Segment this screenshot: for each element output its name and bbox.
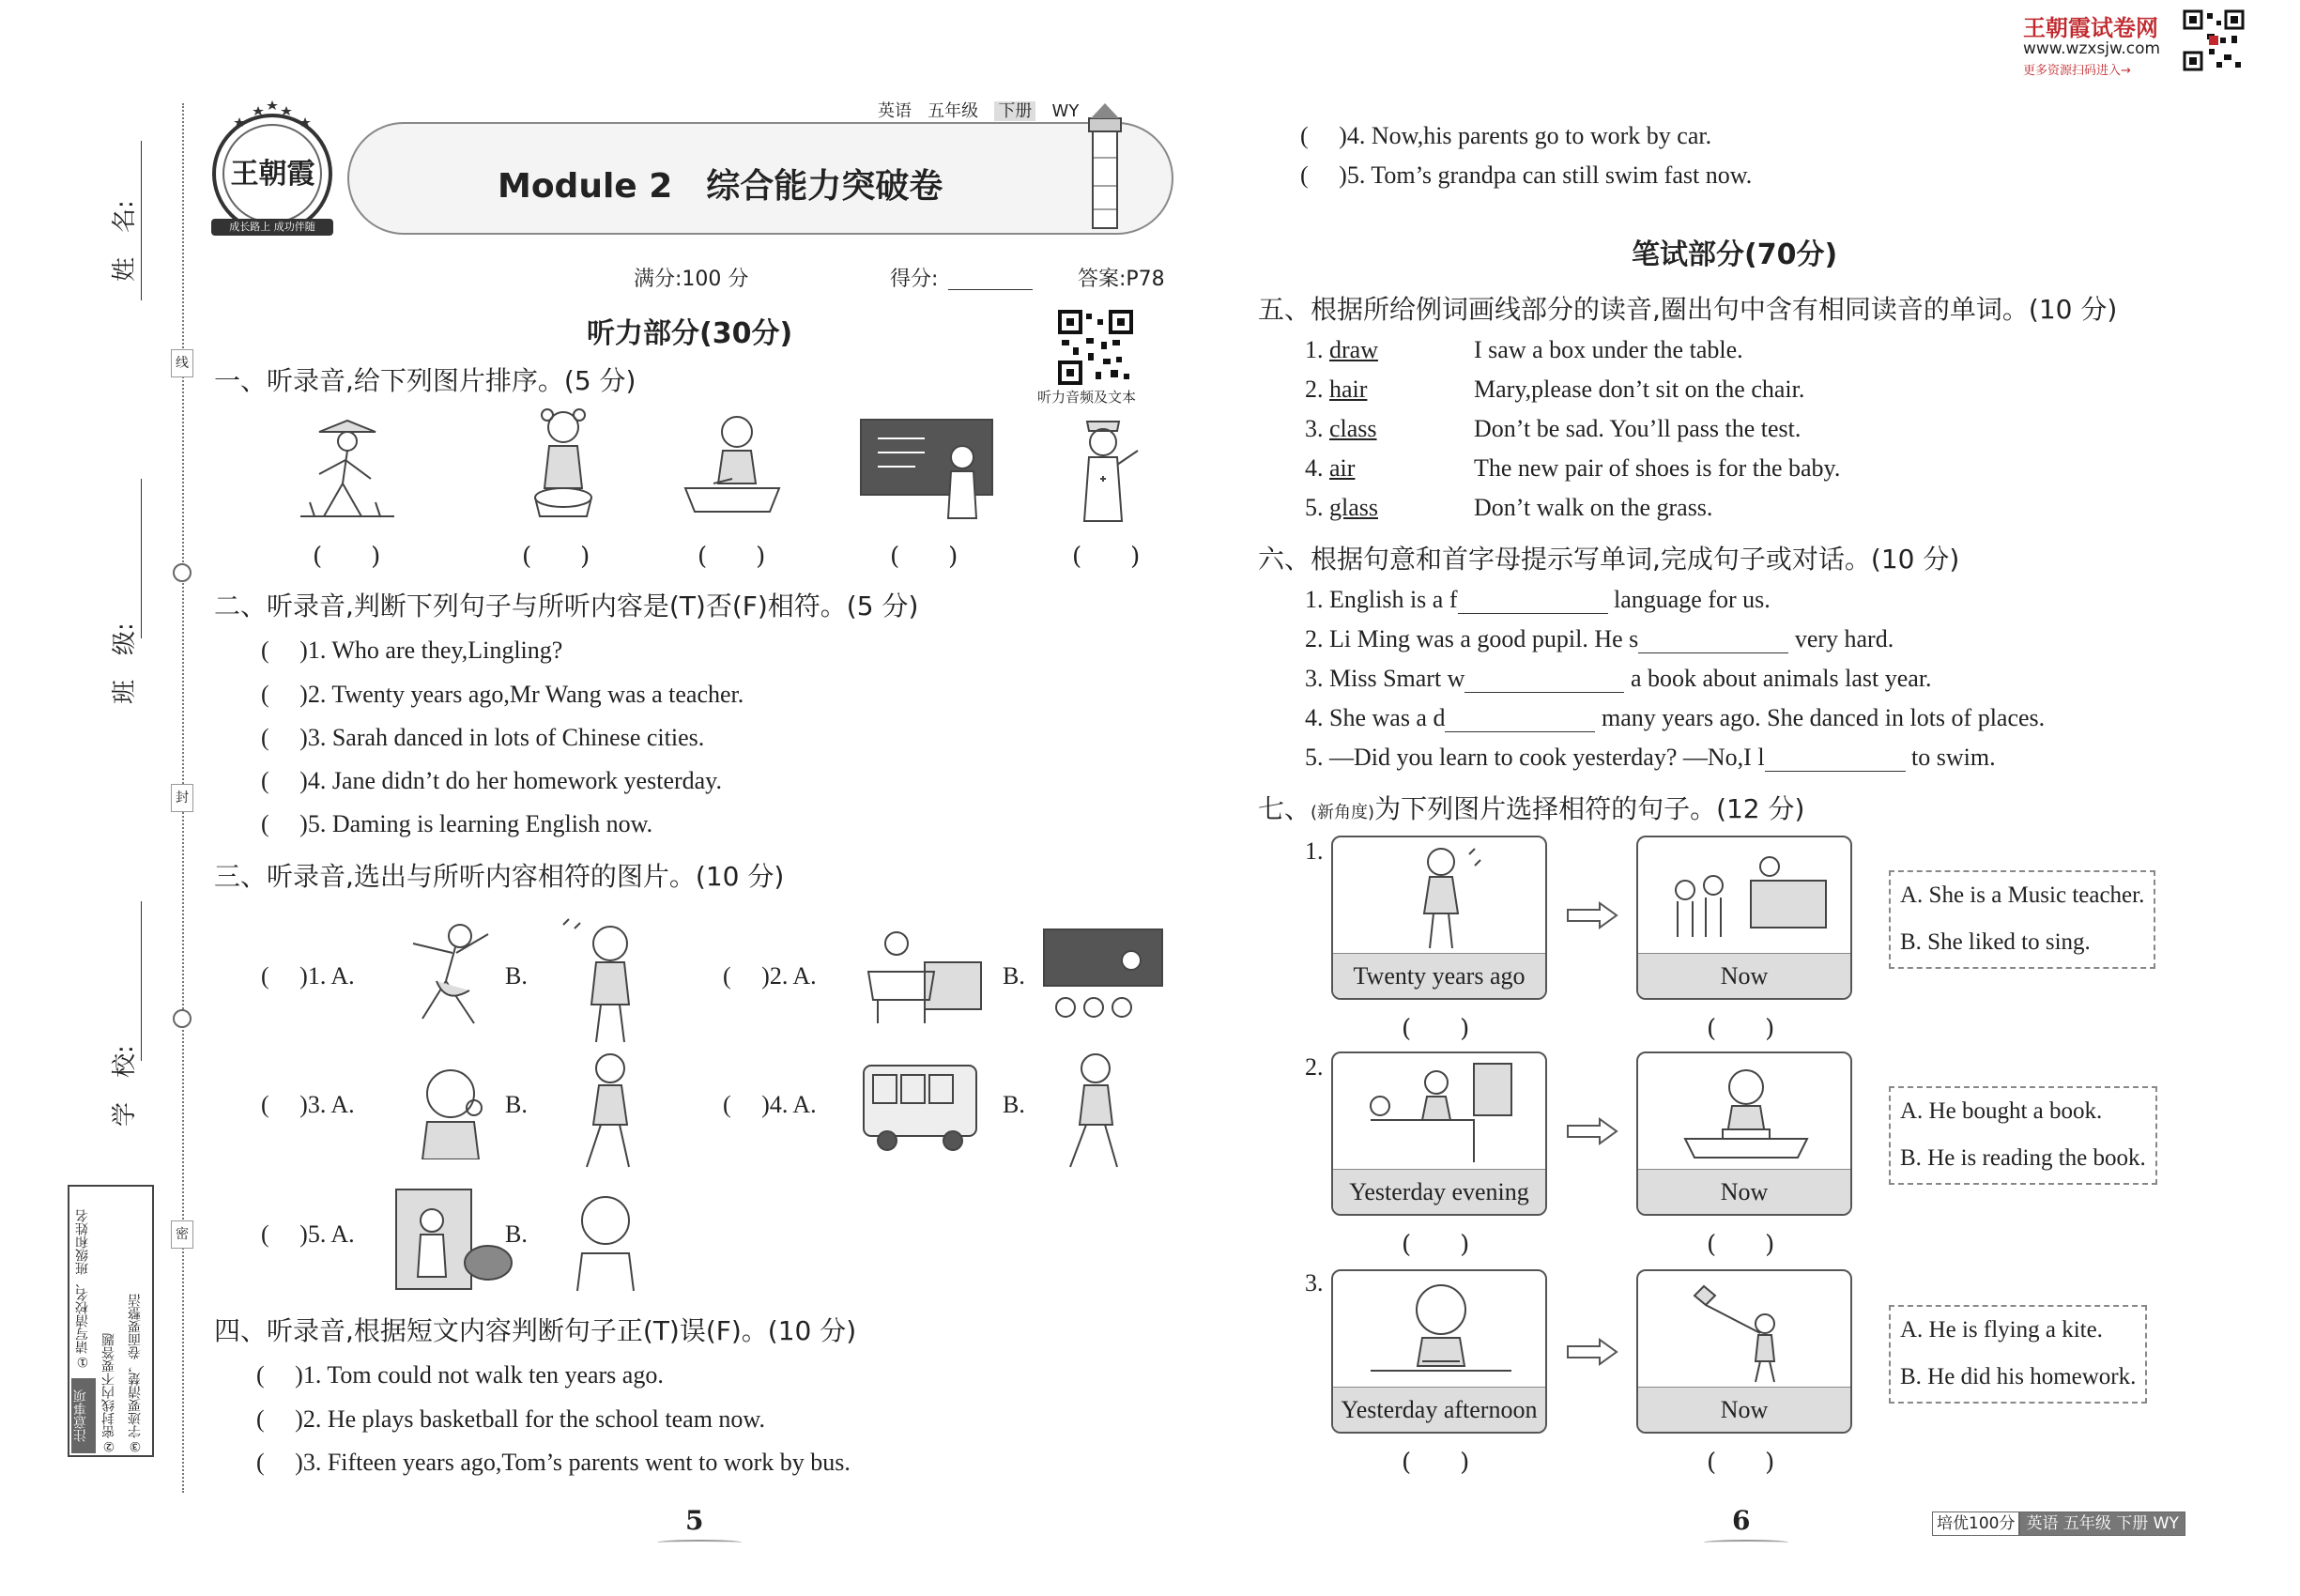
q1-answer-5[interactable]: ( ) (1072, 543, 1141, 571)
page-left-ornament (657, 1540, 742, 1545)
nurse-icon (1051, 408, 1155, 526)
qr-code-listening-icon[interactable] (1058, 310, 1133, 385)
q3-item-3[interactable]: ( )3. A. (261, 1091, 355, 1118)
qr-caption: 听力音频及文本 (1037, 389, 1137, 406)
q1-heading: 一、听录音,给下列图片排序。(5 分) (214, 365, 636, 396)
q7-caption-2-now: Now (1638, 1169, 1850, 1214)
q5-sentence-5[interactable]: Don’t walk on the grass. (1474, 494, 1713, 521)
logo-badge (202, 99, 343, 239)
page-number-left: 5 (685, 1505, 704, 1536)
q4-heading: 四、听录音,根据短文内容判断句子正(T)误(F)。(10 分) (214, 1315, 857, 1346)
boy-eating-icon (399, 1056, 502, 1159)
notice-item-1: ①请写清校名、班级和姓名 (75, 1209, 90, 1369)
line-mark-2: 封 (171, 784, 193, 812)
q2-heading: 二、听录音,判断下列句子与所听内容是(T)否(F)相符。(5 分) (214, 591, 919, 622)
q7-picture-2-now (1636, 1051, 1852, 1216)
q5-item-4[interactable]: 4. air (1305, 454, 1356, 482)
q5-item-5[interactable]: 5. glass (1305, 494, 1378, 521)
logo-text: 王朝霞 (230, 158, 315, 191)
singer-icon (554, 915, 657, 1047)
answer-reference: 答案:P78 (1078, 268, 1165, 291)
q6-blank-1[interactable] (1458, 590, 1608, 614)
brand-block[interactable] (2023, 8, 2248, 83)
music-class-icon (1657, 843, 1835, 951)
q7-answer-1-now[interactable]: ( ) (1707, 1015, 1775, 1043)
listening-section-title: 听力部分(30分) (587, 317, 793, 350)
hole-2 (173, 1009, 192, 1028)
farmer-icon (291, 413, 404, 526)
boy-kite-icon (1685, 1277, 1807, 1385)
school-label: 学 校: (111, 1045, 139, 1127)
name-label: 姓 名: (111, 200, 139, 282)
q2-item-3[interactable]: ( )3. Sarah danced in lots of Chinese cities. (261, 724, 705, 751)
grade-tag: 五年级 (928, 101, 979, 121)
q3-item-1[interactable]: ( )1. A. (261, 962, 355, 990)
page-right-ornament (1704, 1540, 1788, 1545)
q3-item-1-b[interactable]: B. (505, 962, 528, 990)
q5-heading: 五、根据所给例词画线部分的读音,圈出句中含有相同读音的单词。(10 分) (1258, 294, 2118, 325)
brand-qr-icon[interactable] (2183, 9, 2245, 71)
q7-caption-1-now: Now (1638, 953, 1850, 998)
q6-item-3: 3. Miss Smart w a book about animals last year. (1305, 665, 1932, 692)
q2-item-4[interactable]: ( )4. Jane didn’t do her homework yesterday. (261, 767, 722, 794)
q7-picture-2-past (1331, 1051, 1547, 1216)
boy-portrait-icon (563, 1188, 648, 1291)
lighthouse-icon (1080, 101, 1131, 233)
hole-1 (173, 563, 192, 582)
q7-options-2 (1889, 1086, 2157, 1185)
line-mark-3: 密 (171, 1220, 193, 1249)
page-title: Module 2 综合能力突破卷 (498, 167, 943, 206)
volume-tag: 下册 (994, 101, 1035, 121)
q5-item-3[interactable]: 3. class (1305, 415, 1377, 442)
q6-heading: 六、根据句意和首字母提示写单词,完成句子或对话。(10 分) (1258, 544, 1960, 575)
classroom-icon (1042, 928, 1164, 1026)
q7-picture-1-past (1331, 836, 1547, 1000)
teacher-desk-icon (859, 925, 990, 1028)
arrow-right-icon (1566, 901, 1618, 933)
q7-heading: 七、(新角度)为下列图片选择相符的句子。(12 分) (1258, 793, 1805, 824)
brand-site: 王朝霞试卷网 (2023, 15, 2158, 41)
footer-tags: 英语 五年级 下册 WY (2019, 1512, 2185, 1536)
q1-answer-1[interactable]: ( ) (313, 543, 381, 571)
full-score: 满分:100 分 (634, 268, 749, 291)
score-label: 得分: (890, 268, 939, 291)
brand-url: www.wzxsjw.com (2023, 39, 2161, 58)
q1-answer-4[interactable]: ( ) (890, 543, 958, 571)
boy-walking-icon (554, 1050, 657, 1172)
line-mark-1: 线 (171, 349, 193, 377)
q1-answer-2[interactable]: ( ) (522, 543, 590, 571)
q7-picture-1-now (1636, 836, 1852, 1000)
q7-caption-3-now: Now (1638, 1387, 1850, 1432)
bus-icon (859, 1056, 981, 1155)
q5-sentence-4[interactable]: The new pair of shoes is for the baby. (1474, 454, 1841, 482)
q4-item-1[interactable]: ( )1. Tom could not walk ten years ago. (256, 1361, 664, 1389)
q6-blank-4[interactable] (1445, 708, 1595, 732)
arrow-right-icon (1566, 1117, 1618, 1149)
arrow-right-icon (1566, 1338, 1618, 1370)
name-line[interactable] (141, 141, 142, 300)
notice-item-3: ③字迹要清楚，卷面要整洁 (128, 1294, 143, 1453)
q7-answer-3-past[interactable]: ( ) (1402, 1449, 1470, 1477)
q2-item-2[interactable]: ( )2. Twenty years ago,Mr Wang was a teacher. (261, 681, 744, 708)
writing-section-title: 笔试部分(70分) (1632, 238, 1838, 271)
q3-item-5[interactable]: ( )5. A. (261, 1220, 355, 1248)
q3-item-3-b[interactable]: B. (505, 1091, 528, 1118)
q4-item-5[interactable]: ( )5. Tom’s grandpa can still swim fast now. (1300, 161, 1753, 189)
q3-item-2-b[interactable]: B. (1003, 962, 1025, 990)
q7-num-1: 1. (1305, 837, 1324, 865)
notice-box (68, 1185, 154, 1457)
q1-answer-3[interactable]: ( ) (698, 543, 766, 571)
q5-item-1[interactable]: 1. draw (1305, 336, 1378, 363)
bookshop-icon (1361, 1059, 1521, 1167)
q4-item-2[interactable]: ( )2. He plays basketball for the school team now. (256, 1405, 766, 1433)
q7-caption-1-past: Twenty years ago (1333, 953, 1545, 998)
q3-item-5-b[interactable]: B. (505, 1220, 528, 1248)
q3-item-2[interactable]: ( )2. A. (723, 962, 817, 990)
footer-series: 培优100分 (1932, 1512, 2019, 1536)
subject-tag: 英语 (878, 101, 912, 121)
q7-answer-2-now[interactable]: ( ) (1707, 1231, 1775, 1259)
q6-blank-2[interactable] (1638, 629, 1788, 653)
q7-option-1-a[interactable]: A. She is a Music teacher. (1900, 882, 2145, 908)
q6-item-4: 4. She was a d many years ago. She danced in lots of places. (1305, 704, 2046, 731)
footer-series-badge (1932, 1512, 2185, 1536)
q3-item-4-b[interactable]: B. (1003, 1091, 1025, 1118)
score-input[interactable] (948, 289, 1033, 290)
q5-sentence-2[interactable]: Mary,please don’t sit on the chair. (1474, 376, 1805, 403)
girl-cooking-icon (512, 404, 615, 526)
edition-tag: WY (1051, 101, 1080, 121)
dancer-icon (394, 915, 502, 1033)
boy-reading-icon (1676, 1059, 1817, 1167)
class-label: 班 级: (111, 622, 139, 704)
new-angle-tag: (新角度) (1311, 803, 1375, 822)
q7-num-2: 2. (1305, 1053, 1324, 1081)
q7-answer-2-past[interactable]: ( ) (1402, 1231, 1470, 1259)
q6-item-5: 5. —Did you learn to cook yesterday? —No,I l to swim. (1305, 744, 1996, 771)
logo-slogan: 成长路上 成功伴随 (229, 221, 315, 233)
subject-tags (878, 98, 1079, 122)
q2-item-5[interactable]: ( )5. Daming is learning English now. (261, 810, 653, 837)
q7-option-2-b[interactable]: B. He is reading the book. (1900, 1145, 2146, 1171)
q6-blank-5[interactable] (1765, 747, 1906, 772)
q3-item-4[interactable]: ( )4. A. (723, 1091, 817, 1118)
q7-option-3-a[interactable]: A. He is flying a kite. (1900, 1317, 2103, 1343)
boy-writing-icon (676, 408, 789, 521)
notice-title: 注意事项 (71, 1378, 96, 1453)
notice-item-2: ②密封线内不要答题 (101, 1333, 116, 1453)
q7-option-2-a[interactable]: A. He bought a book. (1900, 1098, 2103, 1124)
q5-item-2[interactable]: 2. hair (1305, 376, 1368, 403)
q7-num-3: 3. (1305, 1269, 1324, 1297)
class-line[interactable] (141, 479, 142, 638)
q2-item-1[interactable]: ( )1. Who are they,Lingling? (261, 637, 563, 664)
q7-picture-3-now (1636, 1269, 1852, 1434)
q6-item-1: 1. English is a f language for us. (1305, 586, 1771, 613)
q4-item-3[interactable]: ( )3. Fifteen years ago,Tom’s parents went to work by bus. (256, 1449, 851, 1476)
teacher-blackboard-icon (859, 415, 1000, 523)
boy-homework-icon (1366, 1277, 1516, 1385)
q3-heading: 三、听录音,选出与所听内容相符的图片。(10 分) (214, 861, 785, 892)
q7-caption-3-past: Yesterday afternoon (1333, 1387, 1545, 1432)
q7-picture-3-past (1331, 1269, 1547, 1434)
q7-option-3-b[interactable]: B. He did his homework. (1900, 1364, 2137, 1389)
woman-phone-icon (394, 1188, 516, 1291)
q5-sentence-1[interactable]: I saw a box under the table. (1474, 336, 1743, 363)
brand-note: 更多资源扫码进入→ (2023, 64, 2131, 78)
binding-strip (0, 0, 188, 1596)
q7-options-3 (1889, 1305, 2147, 1404)
q7-options-1 (1889, 870, 2155, 969)
q7-caption-2-past: Yesterday evening (1333, 1169, 1545, 1214)
girl-singing-icon (1394, 843, 1488, 951)
boy-running-icon (1056, 1050, 1131, 1172)
q5-sentence-3[interactable]: Don’t be sad. You’ll pass the test. (1474, 415, 1802, 442)
q4-item-4[interactable]: ( )4. Now,his parents go to work by car. (1300, 122, 1712, 149)
page-number-right: 6 (1732, 1505, 1751, 1536)
school-line[interactable] (141, 901, 142, 1061)
q7-answer-3-now[interactable]: ( ) (1707, 1449, 1775, 1477)
q7-option-1-b[interactable]: B. She liked to sing. (1900, 929, 2091, 955)
q6-blank-3[interactable] (1464, 668, 1624, 693)
q7-answer-1-past[interactable]: ( ) (1402, 1015, 1470, 1043)
q6-item-2: 2. Li Ming was a good pupil. He s very hard. (1305, 625, 1894, 652)
